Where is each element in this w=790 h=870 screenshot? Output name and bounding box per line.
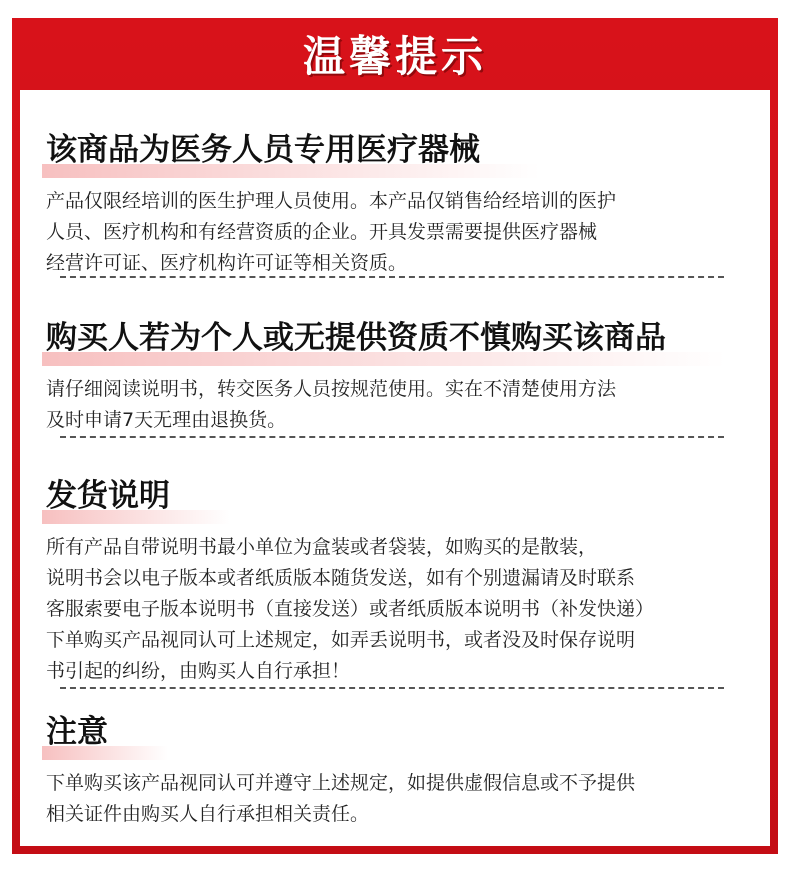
section-body: [46, 374, 726, 436]
section-body: [46, 532, 654, 687]
body-line: 请仔细阅读说明书，转交医务人员按规范使用。实在不清楚使用方法: [46, 378, 617, 400]
section-shipping: [46, 474, 654, 687]
section-attention: [46, 710, 635, 830]
dashed-divider: [60, 276, 724, 278]
dashed-divider: [60, 436, 724, 438]
section-body: [46, 186, 616, 279]
body-line: 相关证件由购买人自行承担相关责任。: [46, 803, 370, 825]
body-line: 下单购买该产品视同认可并遵守上述规定，如提供虚假信息或不予提供: [46, 772, 636, 794]
section-title: 购买人若为个人或无提供资质不慎购买该商品: [42, 316, 726, 366]
banner: [12, 18, 778, 90]
body-line: 及时申请7天无理由退换货。: [46, 409, 287, 431]
section-title: 发货说明: [42, 474, 230, 524]
section-title: 注意: [42, 710, 168, 760]
body-line: 下单购买产品视同认可上述规定，如弄丢说明书，或者没及时保存说明: [46, 629, 636, 651]
body-line: 所有产品自带说明书最小单位为盒装或者袋装，如购买的是散装，: [46, 536, 598, 558]
body-line: 人员、医疗机构和有经营资质的企业。开具发票需要提供医疗器械: [46, 221, 598, 243]
dashed-divider: [60, 687, 724, 689]
body-line: 说明书会以电子版本或者纸质版本随货发送，如有个别遗漏请及时联系: [46, 567, 636, 589]
section-title: 该商品为医务人员专用医疗器械: [42, 128, 540, 178]
section-personal-purchase: [46, 316, 726, 436]
body-line: 经营许可证、医疗机构许可证等相关资质。: [46, 252, 408, 274]
notice-frame: [12, 18, 778, 854]
body-line: 客服索要电子版本说明书（直接发送）或者纸质版本说明书（补发快递）: [46, 598, 655, 620]
notice-panel: [20, 90, 770, 846]
section-body: [46, 768, 635, 830]
banner-title: 温馨提示: [302, 32, 487, 81]
section-medical-device: [46, 128, 616, 279]
body-line: 书引起的纠纷，由购买人自行承担！: [46, 660, 351, 682]
body-line: 产品仅限经培训的医生护理人员使用。本产品仅销售给经培训的医护: [46, 190, 617, 212]
